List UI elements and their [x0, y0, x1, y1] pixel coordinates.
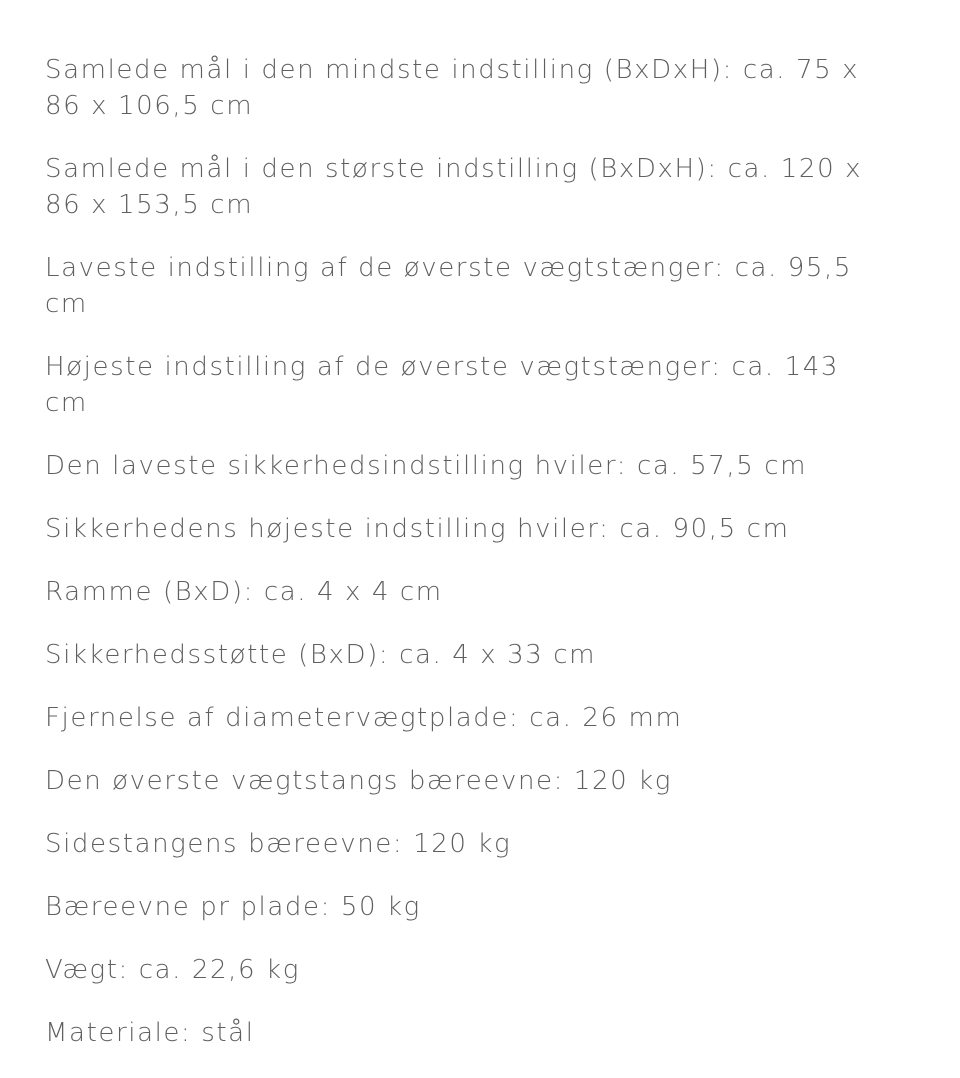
spec-safety-support: Sikkerhedsstøtte (BxD): ca. 4 x 33 cm	[45, 640, 597, 670]
spec-plate-capacity: Bæreevne pr plade: 50 kg	[45, 892, 421, 922]
spec-safety-highest: Sikkerhedens højeste indstilling hviler: ca. 90,5 cm	[45, 514, 790, 544]
spec-top-bar-highest: Højeste indstilling af de øverste vægtstænger: ca. 143 cm	[45, 352, 840, 418]
spec-frame: Ramme (BxD): ca. 4 x 4 cm	[45, 577, 443, 607]
spec-top-bar-capacity: Den øverste vægtstangs bæreevne: 120 kg	[45, 766, 672, 796]
spec-weight: Vægt: ca. 22,6 kg	[45, 955, 300, 985]
spec-safety-lowest: Den laveste sikkerhedsindstilling hviler: ca. 57,5 cm	[45, 451, 808, 481]
spec-material: Materiale: stål	[45, 1018, 255, 1048]
spec-dimensions-min: Samlede mål i den mindste indstilling (BxDxH): ca. 75 x 86 x 106,5 cm	[45, 55, 860, 121]
spec-plate-diameter: Fjernelse af diametervægtplade: ca. 26 mm	[45, 703, 683, 733]
spec-top-bar-lowest: Laveste indstilling af de øverste vægtstænger: ca. 95,5 cm	[45, 253, 853, 319]
spec-side-bar-capacity: Sidestangens bæreevne: 120 kg	[45, 829, 512, 859]
specifications-list	[45, 52, 875, 1078]
spec-dimensions-max: Samlede mål i den største indstilling (BxDxH): ca. 120 x 86 x 153,5 cm	[45, 154, 863, 220]
